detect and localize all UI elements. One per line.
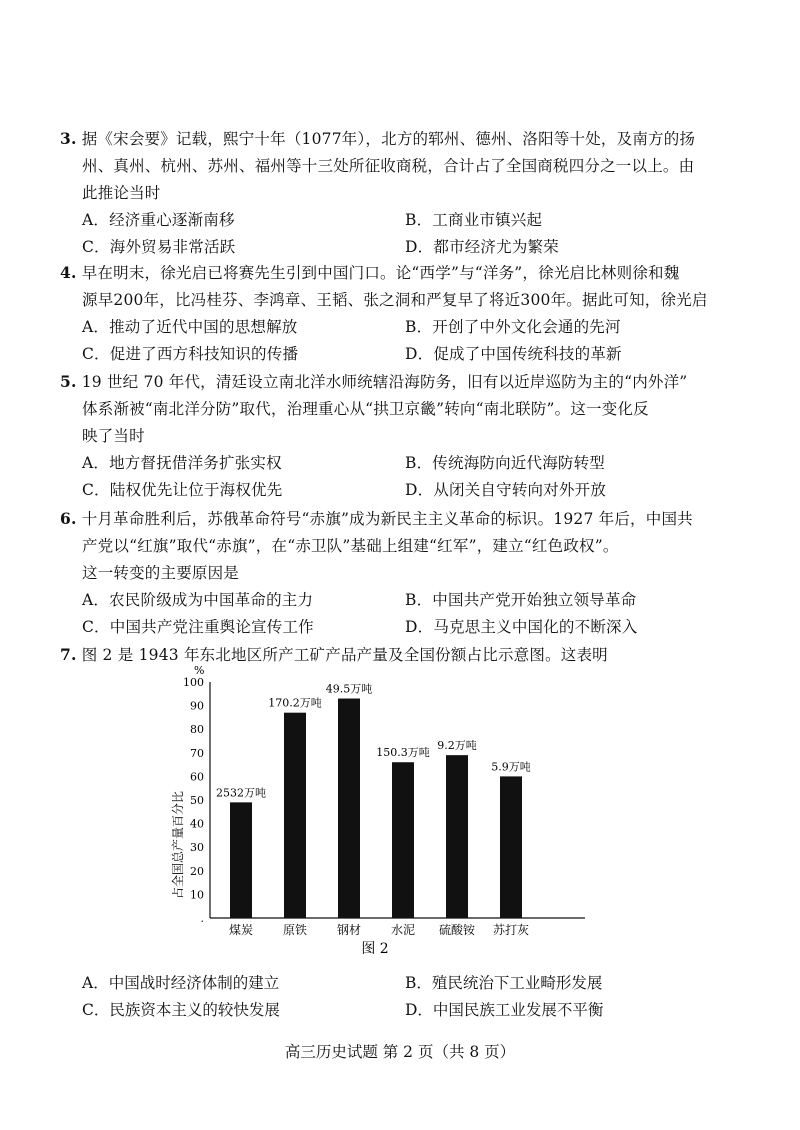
data-label: 49.5万吨 <box>325 682 373 696</box>
data-label: 170.2万吨 <box>268 696 322 710</box>
page-footer: 高三历史试题 第 2 页（共 8 页） <box>284 1043 516 1061</box>
option-a[interactable]: A．推动了近代中国的思想解放 <box>82 318 298 336</box>
question-text-line: 州、真州、杭州、苏州、福州等十三处所征收商税，合计占了全国商税四分之一以上。由 <box>82 157 695 175</box>
option-b[interactable]: B．殖民统治下工业畸形发展 <box>405 974 603 992</box>
x-tick-label: 硫酸铵 <box>438 923 476 937</box>
data-label: 9.2万吨 <box>437 739 477 753</box>
question-text-line: 早在明末，徐光启已将赛先生引到中国门口。论“西学”与“洋务”，徐光启比林则徐和魏 <box>81 264 680 282</box>
option-b[interactable]: B．工商业市镇兴起 <box>405 211 543 229</box>
question-text-line: 源早200年，比冯桂芬、李鸿章、王韬、张之洞和严复早了将近300年。据此可知，徐光启 <box>82 291 708 309</box>
data-label: 150.3万吨 <box>376 746 430 760</box>
y-tick-labels <box>183 676 204 925</box>
question-text-line: 据《宋会要》记载，熙宁十年（1077年），北方的郓州、德州、洛阳等十处，及南方的扬 <box>81 130 696 148</box>
bar-2 <box>284 713 306 918</box>
data-label: 5.9万吨 <box>491 760 531 774</box>
question-number: 6. <box>60 509 77 528</box>
data-label: 2532万吨 <box>216 786 266 800</box>
y-tick-label: 10 <box>190 888 204 902</box>
option-d[interactable]: D．马克思主义中国化的不断深入 <box>405 618 638 636</box>
x-tick-labels <box>229 922 529 937</box>
y-tick-label: 90 <box>190 699 204 713</box>
question-text-line: 这一转变的主要原因是 <box>82 564 240 582</box>
bar-1 <box>230 802 252 918</box>
question-4 <box>60 259 740 368</box>
question-number: 7. <box>60 645 77 664</box>
question-number: 3. <box>60 129 77 148</box>
option-c[interactable]: C．海外贸易非常活跃 <box>82 238 236 256</box>
option-b[interactable]: B．传统海防向近代海防转型 <box>405 454 605 472</box>
y-tick-label: 60 <box>190 770 204 784</box>
y-tick-label: . <box>200 912 204 925</box>
y-tick-label: 40 <box>190 817 204 831</box>
question-7-options <box>60 970 740 1024</box>
y-tick-label: 50 <box>190 794 204 807</box>
question-text-line: 映了当时 <box>82 427 145 445</box>
x-tick-label: 苏打灰 <box>492 923 530 937</box>
x-tick-label: 原铁 <box>282 923 308 937</box>
option-d[interactable]: D．促成了中国传统科技的革新 <box>405 345 622 363</box>
option-b[interactable]: B．开创了中外文化会通的先河 <box>405 318 621 336</box>
option-a[interactable]: A．中国战时经济体制的建立 <box>82 974 280 992</box>
option-d[interactable]: D．都市经济尤为繁荣 <box>405 238 559 256</box>
x-tick-label: 钢材 <box>336 923 362 937</box>
y-tick-label: 20 <box>190 864 204 878</box>
chart-title: 图 2 <box>361 941 389 957</box>
option-a[interactable]: A．经济重心逐渐南移 <box>82 211 235 229</box>
option-c[interactable]: C．中国共产党注重舆论宣传工作 <box>82 618 314 636</box>
option-a[interactable]: A．农民阶级成为中国革命的主力 <box>82 591 314 609</box>
question-text-line: 图 2 是 1943 年东北地区所产工矿产品产量及全国份额占比示意图。这表明 <box>81 646 608 664</box>
y-tick-label: 100 <box>183 676 204 689</box>
question-3 <box>60 125 740 261</box>
question-6 <box>60 505 740 641</box>
x-tick-label: 水泥 <box>390 923 416 937</box>
option-b[interactable]: B．中国共产党开始独立领导革命 <box>405 591 637 609</box>
bar-4 <box>392 762 414 918</box>
figure-2-bar-chart <box>160 660 590 960</box>
option-c[interactable]: C．促进了西方科技知识的传播 <box>82 345 299 363</box>
question-text-line: 此推论当时 <box>82 184 161 202</box>
option-d[interactable]: D．从闭关自守转向对外开放 <box>405 481 607 499</box>
question-text-line: 产党以“红旗”取代“赤旗”，在“赤卫队”基础上组建“红军”，建立“红色政权”。 <box>82 537 619 555</box>
option-c[interactable]: C．陆权优先让位于海权优先 <box>82 481 283 499</box>
question-text-line: 19 世纪 70 年代，清廷设立南北洋水师统辖沿海防务，旧有以近岸巡防为主的“内外洋” <box>81 373 688 391</box>
question-number: 4. <box>60 263 77 282</box>
data-labels <box>216 682 531 800</box>
y-tick-label: 30 <box>190 841 204 855</box>
option-d[interactable]: D．中国民族工业发展不平衡 <box>405 1001 604 1019</box>
question-text-line: 体系渐被“南北洋分防”取代，治理重心从“拱卫京畿”转向“南北联防”。这一变化反 <box>82 400 649 418</box>
question-text-line: 十月革命胜利后，苏俄革命符号“赤旗”成为新民主主义革命的标识。1927 年后，中国共 <box>81 510 693 528</box>
question-5 <box>60 368 740 504</box>
y-unit-label: % <box>194 664 205 677</box>
option-c[interactable]: C．民族资本主义的较快发展 <box>82 1001 280 1019</box>
option-a[interactable]: A．地方督抚借洋务扩张实权 <box>82 454 282 472</box>
y-tick-label: 80 <box>190 723 204 737</box>
x-tick-label: 煤炭 <box>228 923 254 937</box>
bar-3 <box>338 699 360 918</box>
y-tick-label: 70 <box>190 746 204 760</box>
question-number: 5. <box>60 372 77 391</box>
bar-6 <box>500 776 522 918</box>
y-axis-label: 占全国总产量百分比 <box>171 790 185 900</box>
bar-5 <box>446 755 468 918</box>
bars-group <box>230 699 522 918</box>
